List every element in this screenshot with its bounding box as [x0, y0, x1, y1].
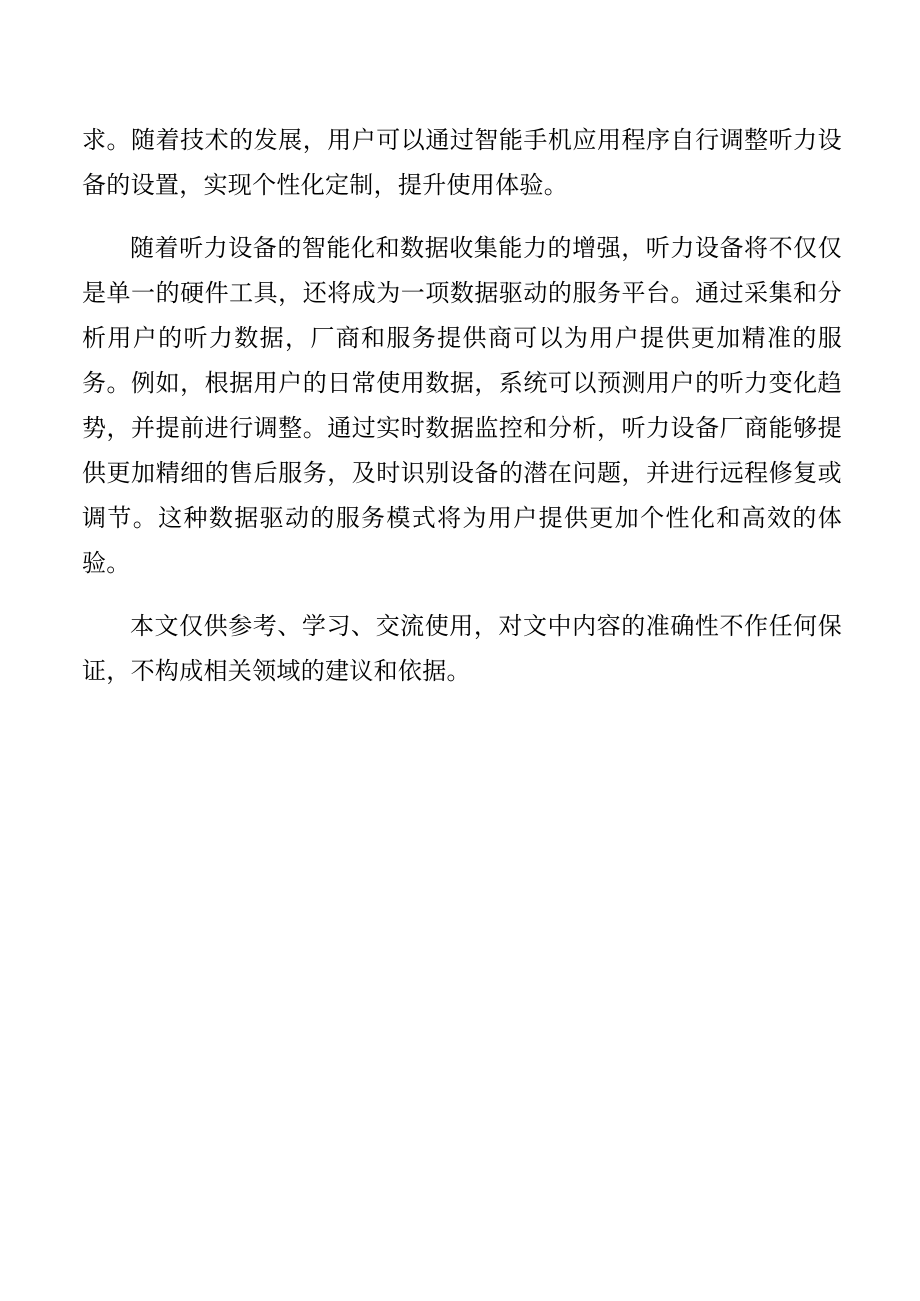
- paragraph-data-driven-service: 随着听力设备的智能化和数据收集能力的增强，听力设备将不仅仅是单一的硬件工具，还将成为一项数据驱动的服务平台。通过采集和分析用户的听力数据，厂商和服务提供商可以为用户提供更加精准的服务。例如，根据用户的日常使用数据，系统可以预测用户的听力变化趋势，并提前进行调整。通过实时数据监控和分析，听力设备厂商能够提供更加精细的售后服务，及时识别设备的潜在问题，并进行远程修复或调节。这种数据驱动的服务模式将为用户提供更加个性化和高效的体验。: [82, 234, 842, 577]
- document-body: [82, 118, 842, 712]
- paragraph-disclaimer: 本文仅供参考、学习、交流使用，对文中内容的准确性不作任何保证，不构成相关领域的建议和依据。: [82, 612, 842, 685]
- paragraph-continuation: 求。随着技术的发展，用户可以通过智能手机应用程序自行调整听力设备的设置，实现个性化定制，提升使用体验。: [82, 126, 842, 199]
